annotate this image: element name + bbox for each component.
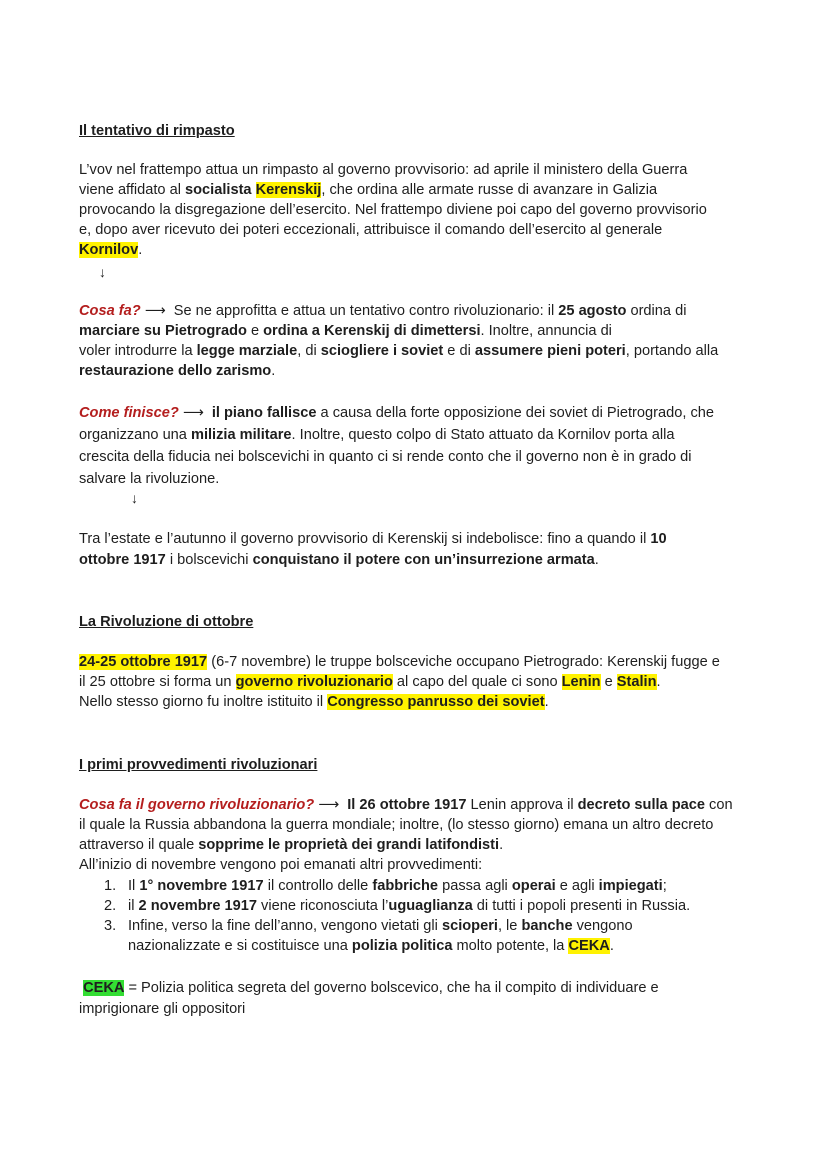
list-item: 1. Il 1° novembre 1917 il controllo delle fabbriche passa agli operai e agli impiegati; — [104, 878, 667, 894]
highlight-ceka-term: CEKA — [83, 980, 125, 996]
arrow-down-icon: ↓ — [99, 264, 106, 280]
section-title-rivoluzione-ottobre: La Rivoluzione di ottobre — [79, 614, 254, 630]
paragraph-cosa-fa: Cosa fa? ⟶ Se ne approfitta e attua un tentativo contro rivoluzionario: il 25 agosto ordina di marciare su Pietrogrado e ordina a Kerenskij di dimettersi. Inoltre, annuncia di voler introdurre la legge marziale, di sciogliere i soviet e di assumere pieni poteri, portando alla restaurazione dello zarismo. — [79, 303, 719, 379]
highlight-lenin: Lenin — [561, 674, 601, 690]
paragraph-come-finisce: Come finisce? ⟶ il piano fallisce a causa della forte opposizione dei soviet di Pietrogrado, che organizzano una milizia militare. Inoltre, questo colpo di Stato attuato da Kornilov porta alla crescita della fiducia nei bolscevichi in quanto ci si rende conto che il governo non è in grado di salvare la rivoluzione. — [79, 405, 714, 487]
question-label: Come finisce? — [79, 405, 179, 421]
highlight-kornilov: Kornilov — [79, 242, 139, 258]
list-item: 2. il 2 novembre 1917 viene riconosciuta l’uguaglianza di tutti i popoli presenti in Russia. — [104, 898, 691, 914]
question-label: Cosa fa? — [79, 303, 141, 319]
question-label: Cosa fa il governo rivoluzionario? — [79, 797, 315, 813]
paragraph-rimpasto: L’vov nel frattempo attua un rimpasto al governo provvisorio: ad aprile il ministero della Guerra viene affidato al socialista Kerenskij, che ordina alle armate russe di avanzare in Galizia provocando la disgregazione dell’esercito. Nel frattempo diviene poi capo del governo provvisorio e, dopo aver ricevuto dei poteri eccezionali, attribuisce il comando dell’esercito al generale Kornilov. — [79, 162, 707, 258]
section-title-rimpasto: Il tentativo di rimpasto — [79, 123, 235, 139]
highlight-ceka: CEKA — [568, 938, 610, 954]
highlight-stalin: Stalin — [616, 674, 657, 690]
arrow-down-icon: ↓ — [131, 490, 138, 506]
paragraph-governo-rivoluzionario: Cosa fa il governo rivoluzionario? ⟶ Il 26 ottobre 1917 Lenin approva il decreto sulla pace con il quale la Russia abbandona la guerra mondiale; inoltre, (lo stesso giorno) emana un altro decreto attraverso il quale sopprime le proprietà dei grandi latifondisti. All’inizio di novembre vengono poi emanati altri provvedimenti: — [79, 797, 733, 873]
highlight-congresso: Congresso panrusso dei soviet — [327, 694, 545, 710]
definition-ceka: CEKA = Polizia politica segreta del governo bolscevico, che ha il compito di individuare e imprigionare gli oppositori — [79, 980, 659, 1017]
arrow-right-icon: ⟶ — [182, 405, 204, 421]
arrow-right-icon: ⟶ — [318, 797, 340, 813]
list-item: 3. Infine, verso la fine dell’anno, vengono vietati gli scioperi, le banche vengono nazionalizzate e si costituisce una polizia politica molto potente, la CEKA. — [104, 918, 633, 954]
paragraph-insurrezione: Tra l’estate e l’autunno il governo provvisorio di Kerenskij si indebolisce: fino a quando il 10 ottobre 1917 i bolscevichi conquistano il potere con un’insurrezione armata. — [79, 531, 667, 568]
highlight-governo: governo rivoluzionario — [235, 674, 393, 690]
provvedimenti-list — [79, 876, 769, 956]
arrow-right-icon: ⟶ — [144, 303, 166, 319]
section-title-provvedimenti: I primi provvedimenti rivoluzionari — [79, 757, 318, 773]
paragraph-rivoluzione-ottobre: 24-25 ottobre 1917 (6-7 novembre) le truppe bolsceviche occupano Pietrogrado: Kerenskij fugge e il 25 ottobre si forma un governo rivoluzionario al capo del quale ci sono Lenin e Stalin. Nello stesso giorno fu inoltre istituito il Congresso panrusso dei soviet. — [79, 654, 720, 710]
highlight-kerenskij: Kerenskij — [255, 182, 322, 198]
highlight-date: 24-25 ottobre 1917 — [79, 654, 208, 670]
